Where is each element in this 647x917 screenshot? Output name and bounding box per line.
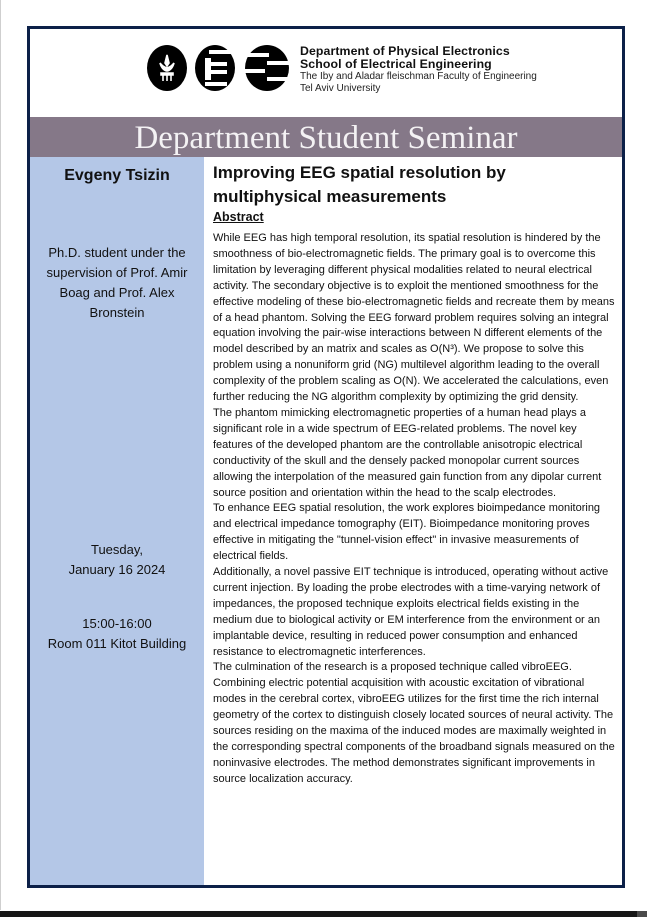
faculty-name: The Iby and Aladar fleischman Faculty of Engineering [300,71,537,82]
page-edge [0,0,1,910]
abstract-paragraph: Additionally, a novel passive EIT technique is introduced, operating without active current injection. By loading the probe electrodes with a time-varying network of impedances, the proposed technique exploits electrical fields existing in the medium due to biological activity or EM interference from the environment or an implantable device, resulting in reduced power consumption and enhanced resistance to electromagnetic interferences. [213,566,609,658]
abstract-paragraph: To enhance EEG spatial resolution, the work explores bioimpedance monitoring and electrical impedance tomography (EIT). Bioimpedance monitoring proves effective in mitigating the "tunnel-vision effect" in invasive measurements of electrical fields. [213,502,601,563]
abstract-paragraph: While EEG has high temporal resolution, its spatial resolution is hindered by the smoothness of bio-electromagnetic fields. The primary goal is to overcome this limitation by leveraging different physical modalities related to neural electrical activity. The secondary objective is to exploit the mentioned smoothness for the effective modeling of these bio-electromagnetic fields and recreate them by means of a head phantom. Solving the EEG forward problem requires solving an integral equation involving the pair-wise interactions between N different elements of the model described by an matrix and scales as O(N³). We propose to solve this problem using a nonuniform grid (NG) multilevel algorithm leading to the overall complexity of the problem scaling as O(N). We accelerated the calculations, even further reducing the NG algorithm complexity by optimizing the grid density. [213,232,615,404]
speaker-sidebar [30,157,204,885]
seminar-time: 15:00-16:00 [82,616,152,631]
speaker-name: Evgeny Tsizin [64,167,170,184]
seminar-banner: Department Student Seminar [30,117,622,157]
engineering-logo-icon [195,45,235,91]
school-name: School of Electrical Engineering [300,57,492,71]
university-logos [143,44,301,92]
electrical-engineering-logo-icon [243,45,291,91]
seminar-day: Tuesday, [90,542,144,557]
seminar-location: Room 011 Kitot Building [47,636,187,651]
seminar-full-date: January 16 2024 [68,562,166,577]
taskbar [0,911,647,917]
seminar-poster [27,26,625,888]
seminar-time-location [30,614,204,654]
abstract-paragraph: The phantom mimicking electromagnetic properties of a human head plays a significant role in a wide spectrum of EEG-related problems. The novel key features of the developed phantom are the controllable anisotropic electrical conductivity of the skull and the densely packed monopolar current sources allowing the interpolation of the measured gain function from any dipolar current source position and orientation within the head to the scalp electrodes. [213,406,602,499]
poster-header [30,29,622,117]
abstract-paragraph: The culmination of the research is a proposed technique called vibroEEG. Combining electric potential acquisition with acoustic excitation of vibrational modes in the cerebral cortex, vibroEEG utilizes for the first time the rich internal geometry of the cortex to distinguish closely located sources of neural activity. The sources residing on the maxima of the induced modes are maximally weighted in the corresponding spectral components of the broadband signals measured on the noninvasive electrodes. The method demonstrates significant improvements in source localization accuracy. [213,661,615,785]
abstract-heading: Abstract [213,210,264,224]
department-name: Department of Physical Electronics [300,44,510,58]
seminar-date [30,540,204,580]
taskbar-corner [637,911,647,917]
talk-content [213,157,618,788]
talk-title: Improving EEG spatial resolution by multiphysical measurements [213,163,506,206]
abstract-body [213,231,618,788]
university-name: Tel Aviv University [300,83,381,94]
speaker-bio: Ph.D. student under the supervision of Prof. Amir Boag and Prof. Alex Bronstein [46,245,188,320]
header-text [300,45,537,96]
tau-emblem-logo-icon [147,45,187,91]
